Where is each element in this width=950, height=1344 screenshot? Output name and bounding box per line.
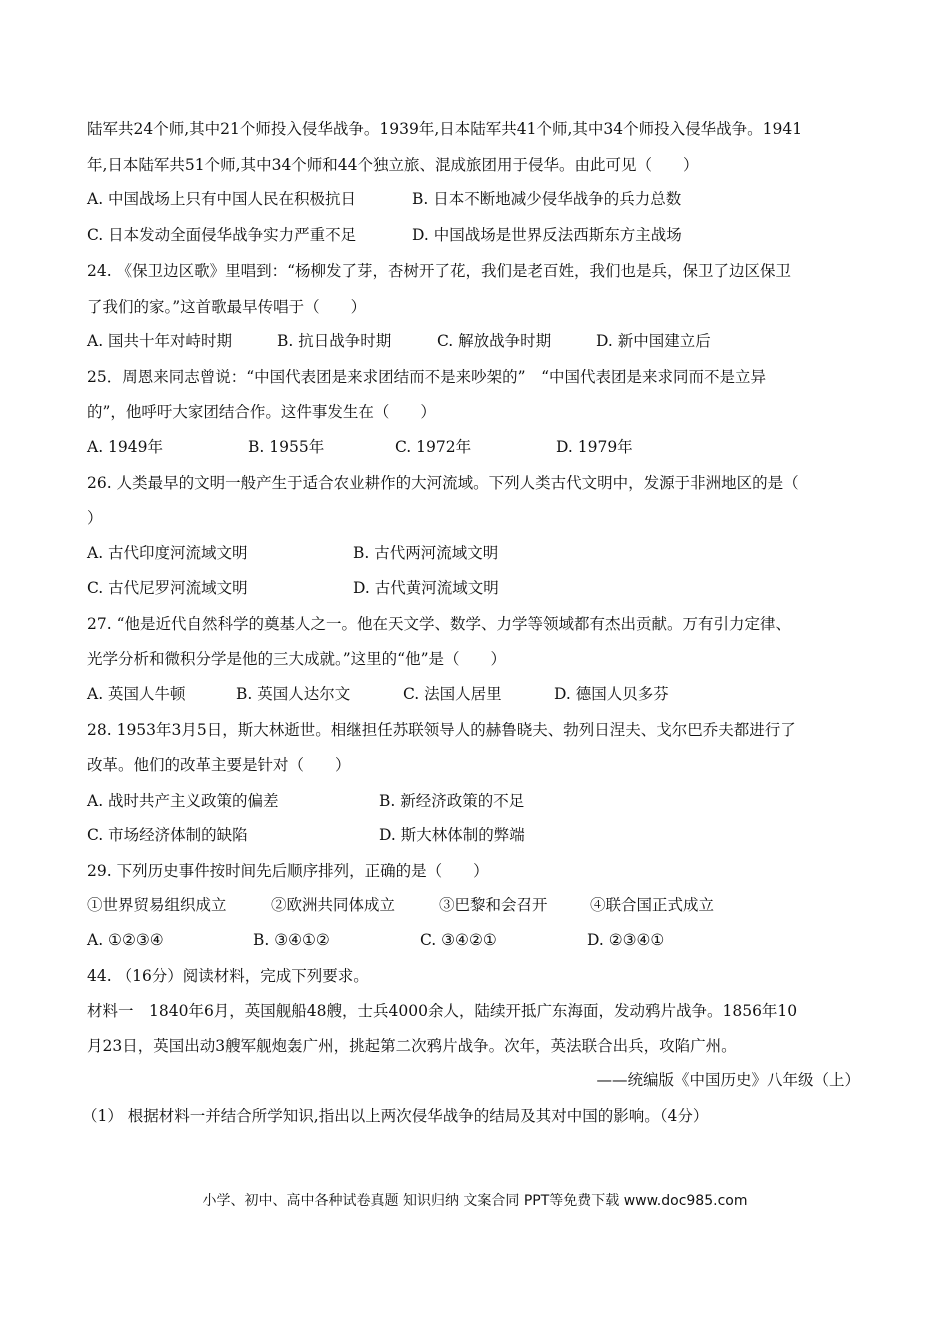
event-item: ③巴黎和会召开 [439,896,548,914]
option-d: D. 古代黄河流域文明 [353,579,499,597]
option-b: B. 1955年 [248,438,325,456]
option-a: A. 1949年 [87,438,163,456]
option-c: C. 日本发动全面侵华战争实力严重不足 [87,226,357,244]
option-b: B. 日本不断地减少侵华战争的兵力总数 [412,190,682,208]
question-26-text: 26. 人类最早的文明一般产生于适合农业耕作的大河流域。下列人类古代文明中，发源于非洲地区的是（ [87,474,799,492]
option-b: B. ③④①② [253,931,330,949]
option-c: C. 1972年 [395,438,472,456]
event-item: ②欧洲共同体成立 [271,896,396,914]
question-26-text: ） [87,509,103,527]
option-a: A. ①②③④ [87,931,164,949]
option-c: C. 解放战争时期 [437,332,552,350]
option-d: D. 德国人贝多芬 [554,685,669,703]
question-text: 陆军共24个师,其中21个师投入侵华战争。1939年,日本陆军共41个师,其中34个师投入侵华战争。1941 [87,120,803,138]
page-footer: 小学、初中、高中各种试卷真题 知识归纳 文案合同 PPT等免费下载 www.doc985.com [202,1193,748,1209]
event-item: ④联合国正式成立 [590,896,715,914]
question-25-text: 的”，他呼吁大家团结合作。这件事发生在（ ） [87,403,436,421]
question-27-text: 光学分析和微积分学是他的三大成就。”这里的“他”是（ ） [87,650,507,668]
option-d: D. ②③④① [587,931,665,949]
question-28-text: 28. 1953年3月5日，斯大林逝世。相继担任苏联领导人的赫鲁晓夫、勃列日涅夫、戈尔巴乔夫都进行了 [87,721,796,739]
sub-question-1: （1） 根据材料一并结合所学知识,指出以上两次侵华战争的结局及其对中国的影响。（4分） [82,1107,709,1125]
option-c: C. 古代尼罗河流域文明 [87,579,248,597]
option-b: B. 新经济政策的不足 [379,792,525,810]
option-a: A. 古代印度河流域文明 [87,544,248,562]
question-28-text: 改革。他们的改革主要是针对（ ） [87,756,351,774]
question-24-text: 24. 《保卫边区歌》里唱到：“杨柳发了芽，杏树开了花，我们是老百姓，我们也是兵，保卫了边区保卫 [87,262,792,280]
option-d: D. 新中国建立后 [596,332,711,350]
option-d: D. 斯大林体制的弊端 [379,826,525,844]
material-text: 月23日，英国出动3艘军舰炮轰广州，挑起第二次鸦片战争。次年，英法联合出兵，攻陷广州。 [87,1037,737,1055]
question-25-text: 25．周恩来同志曾说：“中国代表团是来求团结而不是来吵架的” “中国代表团是来求同而不是立异 [87,368,766,386]
option-b: B. 英国人达尔文 [236,685,351,703]
option-b: B. 古代两河流域文明 [353,544,499,562]
option-d: D. 中国战场是世界反法西斯东方主战场 [412,226,682,244]
option-c: C. ③④②① [420,931,497,949]
question-27-text: 27. “他是近代自然科学的奠基人之一。他在天文学、数学、力学等领域都有杰出贡献。万有引力定律、 [87,615,792,633]
option-d: D. 1979年 [556,438,633,456]
question-text: 年,日本陆军共51个师,其中34个师和44个独立旅、混成旅团用于侵华。由此可见（ ） [87,156,699,174]
question-44-title: 44. （16分）阅读材料，完成下列要求。 [87,967,369,985]
option-c: C. 市场经济体制的缺陷 [87,826,248,844]
material-text: 材料一 1840年6月，英国舰船48艘，士兵4000余人，陆续开抵广东海面，发动鸦片战争。1856年10 [87,1002,798,1020]
option-a: A. 国共十年对峙时期 [87,332,233,350]
option-a: A. 英国人牛顿 [87,685,186,703]
option-b: B. 抗日战争时期 [277,332,392,350]
event-item: ①世界贸易组织成立 [87,896,227,914]
option-a: A. 战时共产主义政策的偏差 [87,792,279,810]
question-29-text: 29. 下列历史事件按时间先后顺序排列，正确的是（ ） [87,862,489,880]
material-source: ——统编版《中国历史》八年级（上） [596,1071,860,1089]
option-a: A. 中国战场上只有中国人民在积极抗日 [87,190,357,208]
option-c: C. 法国人居里 [403,685,502,703]
question-24-text: 了我们的家。”这首歌最早传唱于（ ） [87,298,367,316]
